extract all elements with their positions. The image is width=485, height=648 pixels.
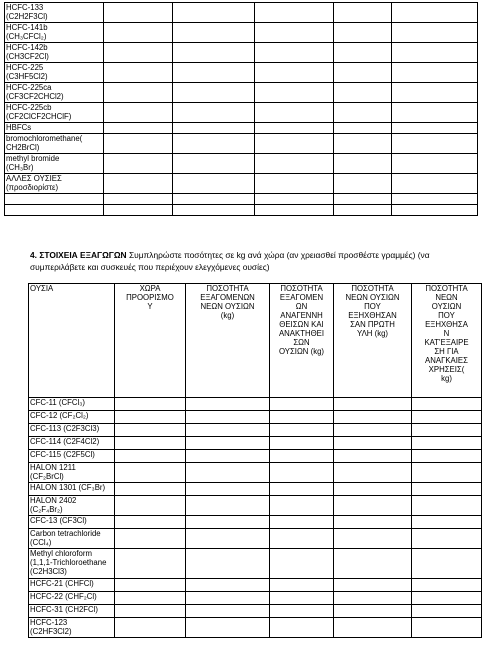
cell-line: ΕΞΑΓΟΜΕΝΩΝ [200, 293, 255, 302]
substance-cell [29, 437, 115, 450]
substance-cell [29, 463, 115, 483]
cell-line: CFC-11 (CFCl₃) [30, 398, 86, 407]
entry-cell[interactable] [334, 424, 412, 437]
entry-cell[interactable] [115, 516, 186, 529]
entry-cell[interactable] [270, 424, 334, 437]
cell-line: ΠΡΟΟΡΙΣΜΟ [126, 293, 174, 302]
substance-cell [5, 134, 104, 154]
cell-line: HCFC-141b [6, 23, 48, 32]
cell-line: Ν [443, 329, 450, 338]
entry-cell[interactable] [186, 463, 270, 483]
entry-cell[interactable] [392, 123, 478, 134]
cell-line: HCFC-22 (CHF₂Cl) [30, 592, 97, 601]
entry-cell[interactable] [334, 579, 412, 592]
cell-line: bromochloromethane( [6, 134, 83, 143]
entry-cell[interactable] [115, 483, 186, 496]
cell-line: (CF3CF2CHCl2) [6, 92, 64, 101]
entry-cell[interactable] [334, 618, 412, 638]
substance-cell [5, 43, 104, 63]
entry-cell[interactable] [186, 605, 270, 618]
entry-cell[interactable] [186, 579, 270, 592]
cell-line: ΠΟΣΟΤΗΤΑ [206, 284, 249, 293]
cell-line: HBFCs [6, 123, 32, 132]
column-header [115, 284, 186, 398]
substance-cell [29, 483, 115, 496]
entry-cell[interactable] [334, 63, 392, 83]
entry-cell[interactable] [104, 103, 173, 123]
substance-cell [5, 154, 104, 174]
table-row [5, 43, 478, 63]
entry-cell[interactable] [186, 496, 270, 516]
entry-cell[interactable] [255, 205, 334, 216]
entry-cell[interactable] [392, 83, 478, 103]
entry-cell[interactable] [412, 549, 482, 579]
entry-cell[interactable] [173, 83, 255, 103]
substance-cell [29, 618, 115, 638]
substance-cell [29, 496, 115, 516]
entry-cell[interactable] [104, 3, 173, 23]
entry-cell[interactable] [173, 134, 255, 154]
substance-cell [5, 3, 104, 23]
substance-cell [29, 579, 115, 592]
substance-cell [29, 605, 115, 618]
entry-cell[interactable] [270, 463, 334, 483]
cell-line: ΠΟΣΟΤΗΤΑ [280, 284, 323, 293]
entry-cell[interactable] [255, 154, 334, 174]
entry-cell[interactable] [334, 398, 412, 411]
entry-cell[interactable] [255, 134, 334, 154]
substance-cell [29, 424, 115, 437]
cell-line: HALON 1301 (CF₃Br) [30, 483, 106, 492]
cell-line: Carbon tetrachloride [30, 529, 101, 538]
entry-cell[interactable] [115, 496, 186, 516]
cell-line: kg) [441, 374, 452, 383]
section-4-heading [30, 249, 480, 273]
entry-cell[interactable] [104, 83, 173, 103]
entry-cell[interactable] [115, 424, 186, 437]
cell-line: HCFC-123 [30, 618, 68, 627]
entry-cell[interactable] [115, 605, 186, 618]
entry-cell[interactable] [334, 123, 392, 134]
table-row [29, 398, 482, 411]
cell-line: (kg) [220, 311, 235, 320]
cell-line: (CH3CF2Cl) [6, 52, 49, 61]
substances-table-continued [4, 2, 478, 216]
substance-cell [29, 592, 115, 605]
table-row [5, 3, 478, 23]
entry-cell[interactable] [173, 63, 255, 83]
entry-cell[interactable] [392, 23, 478, 43]
entry-cell[interactable] [334, 549, 412, 579]
section-instructions: Συμπληρώστε ποσότητες σε kg ανά χώρα (αν χρειασθεί προσθέστε γραμμές) (να συμπεριλάβετε και συσκευές που περιέχουν ελεγχόμενες ουσίες) [30, 250, 430, 272]
substance-cell [29, 529, 115, 549]
table-row [5, 83, 478, 103]
entry-cell[interactable] [334, 83, 392, 103]
table-row [5, 154, 478, 174]
cell-line: (C2HF3Cl2) [30, 627, 72, 636]
substance-cell [5, 63, 104, 83]
cell-line: HCFC-225 [6, 63, 44, 72]
entry-cell[interactable] [334, 3, 392, 23]
entry-cell[interactable] [392, 134, 478, 154]
cell-line: (προσδιορίστε) [6, 183, 59, 192]
table-row [5, 23, 478, 43]
entry-cell[interactable] [334, 134, 392, 154]
cell-line: ΝΕΩΝ [435, 293, 458, 302]
cell-line: ΑΝΑΓΕΝΝΗ [280, 311, 323, 320]
cell-line: CFC-13 (CF3Cl) [30, 516, 87, 525]
cell-line: Methyl chloroform [30, 549, 92, 558]
entry-cell[interactable] [412, 398, 482, 411]
table-row [5, 194, 478, 205]
entry-cell[interactable] [115, 398, 186, 411]
table-row [5, 174, 478, 194]
entry-cell[interactable] [412, 424, 482, 437]
entry-cell[interactable] [255, 194, 334, 205]
column-header [270, 284, 334, 398]
entry-cell[interactable] [412, 411, 482, 424]
entry-cell[interactable] [115, 549, 186, 579]
cell-line: HCFC-142b [6, 43, 48, 52]
entry-cell[interactable] [270, 618, 334, 638]
cell-line: ΠΟΥ [364, 302, 381, 311]
entry-cell[interactable] [334, 605, 412, 618]
entry-cell[interactable] [115, 411, 186, 424]
cell-line: ΕΞΗΧΘΗΣΑΝ [348, 311, 397, 320]
entry-cell[interactable] [186, 483, 270, 496]
cell-line: (C₂F₄Br₂) [30, 505, 63, 514]
entry-cell[interactable] [173, 23, 255, 43]
entry-cell[interactable] [186, 437, 270, 450]
entry-cell[interactable] [173, 43, 255, 63]
substance-cell [29, 398, 115, 411]
entry-cell[interactable] [412, 463, 482, 483]
entry-cell[interactable] [412, 529, 482, 549]
cell-line: (C3HF5Cl2) [6, 72, 48, 81]
cell-line: ΠΟΥ [438, 311, 455, 320]
column-header [186, 284, 270, 398]
entry-cell[interactable] [104, 154, 173, 174]
entry-cell[interactable] [104, 23, 173, 43]
entry-cell[interactable] [334, 437, 412, 450]
entry-cell[interactable] [270, 529, 334, 549]
cell-line: ΑΝΑΚΤΗΘΕΙ [278, 329, 325, 338]
cell-line: HCFC-21 (CHFCl) [30, 579, 94, 588]
table-row [5, 63, 478, 83]
cell-line: ΠΟΣΟΤΗΤΑ [425, 284, 468, 293]
substance-cell [5, 174, 104, 194]
column-header [412, 284, 482, 398]
entry-cell[interactable] [186, 450, 270, 463]
table-row [29, 592, 482, 605]
cell-line: (CF2ClCF2CHClF) [6, 112, 72, 121]
substance-cell [5, 83, 104, 103]
entry-cell[interactable] [334, 483, 412, 496]
entry-cell[interactable] [392, 43, 478, 63]
entry-cell[interactable] [412, 618, 482, 638]
cell-line: CFC-12 (CF₂Cl₂) [30, 411, 89, 420]
entry-cell[interactable] [392, 63, 478, 83]
cell-line: (C2H3Cl3) [30, 567, 67, 576]
table-row [29, 411, 482, 424]
table-row [29, 437, 482, 450]
entry-cell[interactable] [392, 194, 478, 205]
entry-cell[interactable] [334, 103, 392, 123]
entry-cell[interactable] [334, 205, 392, 216]
entry-cell[interactable] [334, 592, 412, 605]
cell-line: ΚΑΤ'ΕΞΑΙΡΕ [424, 338, 469, 347]
cell-line: CH2BrCl) [6, 143, 40, 152]
table-row [29, 463, 482, 483]
entry-cell[interactable] [186, 516, 270, 529]
cell-line: ΩΝ [295, 302, 308, 311]
cell-line: ΟΥΣΙΩΝ [431, 302, 462, 311]
cell-line: ΧΡΗΣΕΙΣ( [428, 365, 465, 374]
cell-line: ΕΞΑΓΟΜΕΝ [279, 293, 324, 302]
entry-cell[interactable] [392, 103, 478, 123]
cell-line: (CF₂BrCl) [30, 472, 64, 481]
table-row [5, 134, 478, 154]
substance-cell [5, 123, 104, 134]
cell-line: Υ [147, 302, 153, 311]
entry-cell[interactable] [334, 154, 392, 174]
cell-line: ΥΛΗ (kg) [356, 329, 389, 338]
entry-cell[interactable] [104, 205, 173, 216]
entry-cell[interactable] [255, 103, 334, 123]
entry-cell[interactable] [334, 529, 412, 549]
column-header [29, 284, 115, 398]
entry-cell[interactable] [412, 450, 482, 463]
entry-cell[interactable] [412, 496, 482, 516]
entry-cell[interactable] [115, 529, 186, 549]
header-row [29, 284, 482, 398]
cell-line: CFC-113 (C2F3Cl3) [30, 424, 100, 433]
column-header [334, 284, 412, 398]
cell-line: ΠΟΣΟΤΗΤΑ [351, 284, 394, 293]
entry-cell[interactable] [334, 516, 412, 529]
cell-line: ΑΛΛΕΣ ΟΥΣΙΕΣ [6, 174, 62, 183]
cell-line: CFC-115 (C2F5Cl) [30, 450, 95, 459]
cell-line: ΝΕΩΝ ΟΥΣΙΩΝ [200, 302, 255, 311]
entry-cell[interactable] [270, 437, 334, 450]
entry-cell[interactable] [173, 123, 255, 134]
cell-line: ΟΥΣΙΑ [30, 284, 54, 293]
table-row [5, 103, 478, 123]
table-row [29, 529, 482, 549]
cell-line: (CH₃Br) [6, 163, 34, 172]
entry-cell[interactable] [104, 134, 173, 154]
entry-cell[interactable] [334, 43, 392, 63]
substance-cell [29, 411, 115, 424]
substance-cell [5, 194, 104, 205]
entry-cell[interactable] [412, 605, 482, 618]
entry-cell[interactable] [173, 154, 255, 174]
table-row [29, 516, 482, 529]
entry-cell[interactable] [186, 398, 270, 411]
substance-cell [5, 23, 104, 43]
entry-cell[interactable] [392, 3, 478, 23]
entry-cell[interactable] [104, 63, 173, 83]
table-row [29, 549, 482, 579]
cell-line: ΟΥΣΙΩΝ (kg) [278, 347, 325, 356]
cell-line: ΝΕΩΝ ΟΥΣΙΩΝ [345, 293, 400, 302]
cell-line: ΕΞΗΧΘΗΣΑ [425, 320, 468, 329]
substance-cell [29, 450, 115, 463]
entry-cell[interactable] [334, 174, 392, 194]
cell-line: HCFC-225ca [6, 83, 52, 92]
cell-line: ΘΕΙΣΩΝ ΚΑΙ [279, 320, 324, 329]
table-row [29, 579, 482, 592]
cell-line: ΑΝΑΓΚΑΙΕΣ [425, 356, 468, 365]
entry-cell[interactable] [115, 437, 186, 450]
entry-cell[interactable] [270, 483, 334, 496]
entry-cell[interactable] [392, 205, 478, 216]
entry-cell[interactable] [270, 549, 334, 579]
entry-cell[interactable] [255, 63, 334, 83]
cell-line: ΣΩΝ [293, 338, 310, 347]
cell-line: HALON 1211 [30, 463, 76, 472]
entry-cell[interactable] [255, 83, 334, 103]
table-row [5, 123, 478, 134]
cell-line: (CH₃CFCl₂) [6, 32, 47, 41]
entry-cell[interactable] [173, 205, 255, 216]
section-title: ΣΤΟΙΧΕΙΑ ΕΞΑΓΩΓΩΝ [39, 250, 127, 260]
section-number: 4. [30, 250, 37, 260]
entry-cell[interactable] [255, 174, 334, 194]
cell-line: ΣΑΝ ΠΡΩΤΗ [350, 320, 395, 329]
entry-cell[interactable] [270, 516, 334, 529]
entry-cell[interactable] [270, 605, 334, 618]
entry-cell[interactable] [115, 592, 186, 605]
entry-cell[interactable] [334, 496, 412, 516]
entry-cell[interactable] [412, 516, 482, 529]
entry-cell[interactable] [186, 618, 270, 638]
substance-cell [29, 549, 115, 579]
entry-cell[interactable] [255, 23, 334, 43]
entry-cell[interactable] [104, 123, 173, 134]
entry-cell[interactable] [392, 154, 478, 174]
entry-cell[interactable] [270, 398, 334, 411]
entry-cell[interactable] [115, 579, 186, 592]
entry-cell[interactable] [412, 579, 482, 592]
entry-cell[interactable] [186, 549, 270, 579]
entry-cell[interactable] [270, 411, 334, 424]
entry-cell[interactable] [186, 592, 270, 605]
entry-cell[interactable] [173, 103, 255, 123]
exports-table [28, 283, 482, 638]
table-row [29, 618, 482, 638]
cell-line: HCFC-225cb [6, 103, 52, 112]
entry-cell[interactable] [412, 592, 482, 605]
entry-cell[interactable] [173, 194, 255, 205]
entry-cell[interactable] [334, 194, 392, 205]
entry-cell[interactable] [104, 174, 173, 194]
table-row [5, 205, 478, 216]
entry-cell[interactable] [115, 463, 186, 483]
table-row [29, 424, 482, 437]
entry-cell[interactable] [104, 194, 173, 205]
cell-line: ΣΗ ΓΙΑ [434, 347, 459, 356]
entry-cell[interactable] [173, 3, 255, 23]
table-row [29, 496, 482, 516]
entry-cell[interactable] [255, 123, 334, 134]
entry-cell[interactable] [334, 23, 392, 43]
table-row [29, 483, 482, 496]
entry-cell[interactable] [270, 592, 334, 605]
substance-cell [5, 205, 104, 216]
substance-cell [29, 516, 115, 529]
entry-cell[interactable] [412, 437, 482, 450]
substance-cell [5, 103, 104, 123]
entry-cell[interactable] [186, 424, 270, 437]
entry-cell[interactable] [255, 3, 334, 23]
entry-cell[interactable] [186, 411, 270, 424]
cell-line: methyl bromide [6, 154, 60, 163]
cell-line: HCFC-31 (CH2FCl) [30, 605, 99, 614]
entry-cell[interactable] [334, 411, 412, 424]
table-row [29, 605, 482, 618]
cell-line: CFC-114 (C2F4Cl2) [30, 437, 100, 446]
entry-cell[interactable] [173, 174, 255, 194]
entry-cell[interactable] [392, 174, 478, 194]
entry-cell[interactable] [104, 43, 173, 63]
cell-line: (C2H2F3Cl) [6, 12, 48, 21]
entry-cell[interactable] [334, 450, 412, 463]
entry-cell[interactable] [412, 483, 482, 496]
entry-cell[interactable] [270, 496, 334, 516]
entry-cell[interactable] [270, 450, 334, 463]
entry-cell[interactable] [115, 450, 186, 463]
cell-line: (1,1,1-Trichloroethane [30, 558, 107, 567]
entry-cell[interactable] [255, 43, 334, 63]
cell-line: HALON 2402 [30, 496, 77, 505]
entry-cell[interactable] [186, 529, 270, 549]
entry-cell[interactable] [334, 463, 412, 483]
cell-line: HCFC-133 [6, 3, 44, 12]
cell-line: ΧΩΡΑ [139, 284, 161, 293]
table-row [29, 450, 482, 463]
entry-cell[interactable] [270, 579, 334, 592]
entry-cell[interactable] [115, 618, 186, 638]
cell-line: (CCl₄) [30, 538, 52, 547]
